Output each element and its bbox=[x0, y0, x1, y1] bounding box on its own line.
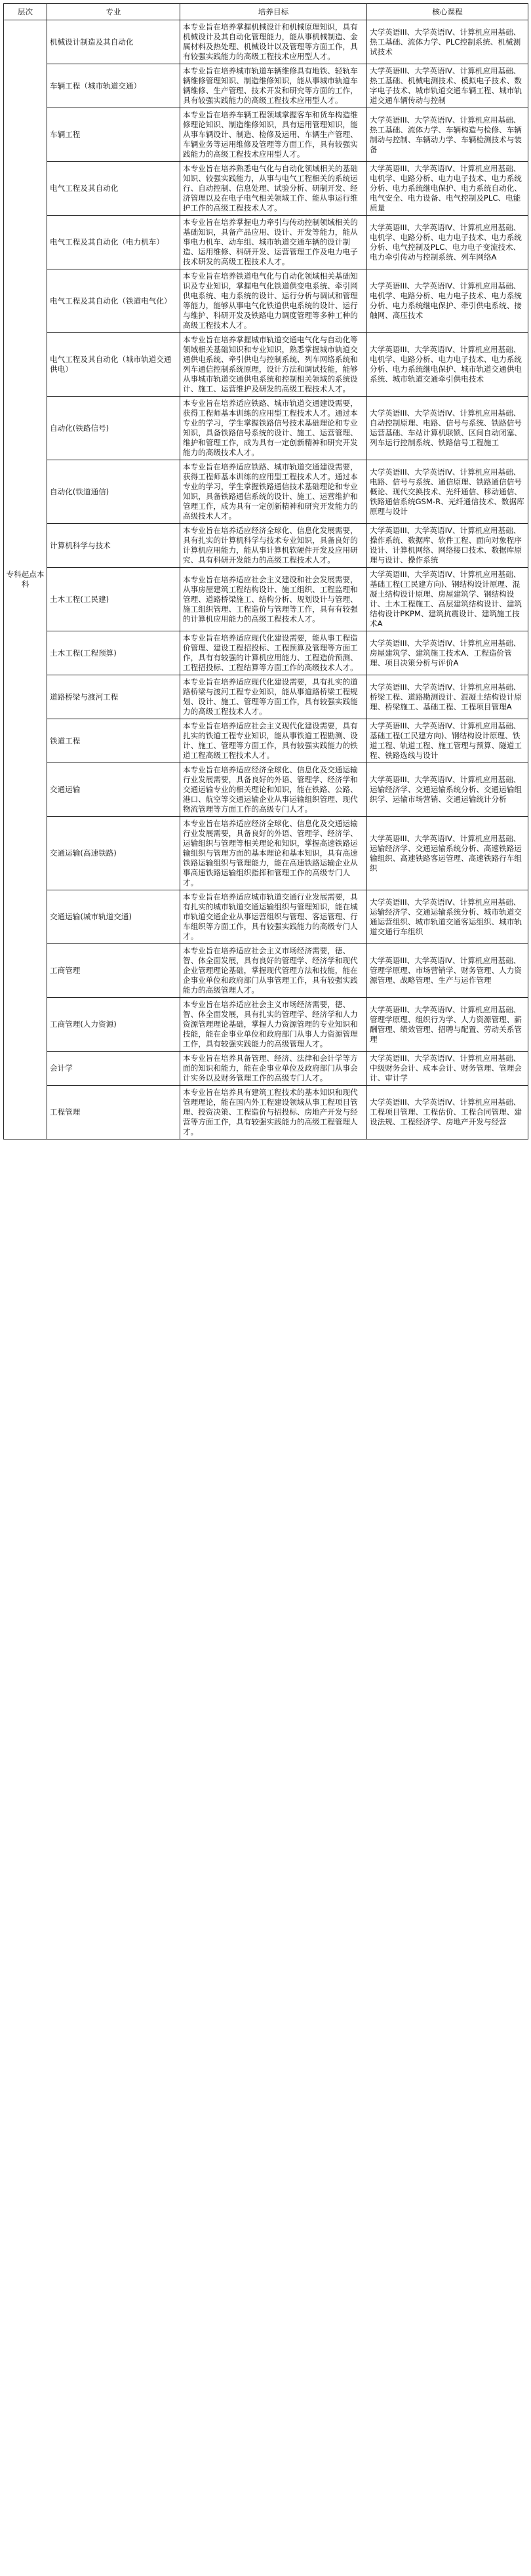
table-row bbox=[4, 64, 528, 108]
course-cell: 大学英语III、大学英语IV、计算机应用基础、运输经济学、交通运输系统分析、交通运输组织学、运输市场营销、交通运输统计分析 bbox=[367, 763, 528, 817]
major-cell: 自动化(铁路信号) bbox=[47, 397, 180, 460]
table-body bbox=[4, 20, 528, 1139]
major-cell: 会计学 bbox=[47, 1052, 180, 1086]
major-cell: 交通运输 bbox=[47, 763, 180, 817]
course-cell: 大学英语III、大学英语IV、计算机应用基础、管理学原理、市场营销学、财务管理、人力资源管理、战略管理、生产与运作管理 bbox=[367, 944, 528, 998]
major-cell: 电气工程及其自动化（铁道电气化） bbox=[47, 269, 180, 333]
goal-cell: 本专业旨在培养适应社会主义建设和社会发展需要，从事房屋建筑工程结构设计、施工组织、工程监理和管理、道路桥梁施工、结构分析、规划设计与管理、施工组织管理、工程造价与管理等工作，具有有较强的计算机应用能力的高级工程技术人才。 bbox=[180, 568, 367, 631]
table-row bbox=[4, 719, 528, 763]
course-cell: 大学英语III、大学英语IV、计算机应用基础、热工基础、流体力学、车辆构造与检修、车辆制动与控制、车辆动力学、车辆检测技术与装备 bbox=[367, 108, 528, 162]
major-cell: 机械设计制造及其自动化 bbox=[47, 20, 180, 64]
goal-cell: 本专业旨在培养熟悉电气化与自动化领域相关的基础知识、较强实践能力，从事与电气工程相关的系统运行、自动控制、信息处理、试验分析、研制开发、经济管理以及在电子电气相关领域工作、能从事运行维护工作的高级工程技术人才。 bbox=[180, 162, 367, 216]
table-header-row bbox=[4, 4, 528, 20]
goal-cell: 本专业旨在培养具备管理、经济、法律和会计学等方面的知识和能力，能在企事业单位及政府部门从事会计实务以及财务管理工作的高级专门人才。 bbox=[180, 1052, 367, 1086]
course-cell: 大学英语III、大学英语IV、计算机应用基础、房屋建筑学、建筑施工技术A、工程造价管理、项目决策分析与评价A bbox=[367, 631, 528, 675]
level-cell: 专科起点本科 bbox=[4, 20, 47, 1139]
course-cell: 大学英语III、大学英语IV、计算机应用基础、热工基础、流体力学、PLC控制系统、机械测试技术 bbox=[367, 20, 528, 64]
table-row bbox=[4, 1052, 528, 1086]
major-cell: 道路桥梁与渡河工程 bbox=[47, 675, 180, 719]
table-row bbox=[4, 998, 528, 1052]
table-row bbox=[4, 162, 528, 216]
table-row bbox=[4, 333, 528, 397]
header-level: 层次 bbox=[4, 4, 47, 20]
major-cell: 车辆工程（城市轨道交通） bbox=[47, 64, 180, 108]
course-cell: 大学英语III、大学英语IV、计算机应用基础、热工基础、机械电测技术、模拟电子技术、数字电子技术、城市轨道交通车辆工程、城市轨道交通车辆传动与控制 bbox=[367, 64, 528, 108]
goal-cell: 本专业旨在培养适应现代化建设需要，能从事工程造价管理、建设工程招投标、工程预算及管理等方面工作，具有有较强的计算机应用能力、工程造价预测、工程招投标、工程结算等方面工作的高级技术人才。 bbox=[180, 631, 367, 675]
course-cell: 大学英语III、大学英语IV、计算机应用基础、运输经济学、交通运输系统分析、城市轨道交通运营组织、城市轨道交通客运组织、城市轨道交通行车组织 bbox=[367, 890, 528, 944]
curriculum-table bbox=[3, 3, 528, 1139]
table-row bbox=[4, 890, 528, 944]
goal-cell: 本专业旨在培养适应城市轨道交通行业发展需要，具有扎实的城市轨道交通运输组织与管理知识，能在城市轨道交通企业从事运营组织与管理、客运管理、行车组织等方面工作，具有较强实践能力的高级专门人才。 bbox=[180, 890, 367, 944]
course-cell: 大学英语III、大学英语IV、计算机应用基础、基础工程(工民建方向)、钢结构设计原理、混凝土结构设计原理、房屋建筑学、钢结构设计、土木工程施工、高层建筑结构设计、建筑结构设计PKPM、建筑抗震设计、建筑施工技术A bbox=[367, 568, 528, 631]
header-goal: 培养目标 bbox=[180, 4, 367, 20]
course-cell: 大学英语III、大学英语IV、计算机应用基础、电机学、电路分析、电力电子技术、电力系统分析、电力系统继电保护、电力系统自动化、电气安全、电力设备、电气控制及PLC、电能质量 bbox=[367, 162, 528, 216]
page bbox=[3, 3, 528, 1139]
goal-cell: 本专业旨在培养适应社会主义市场经济需要，德、智、体全面发展，具有良好的管理学、经济学和现代企业管理理论基础，掌握现代管理方法和技能，能在企事业单位和政府部门从事管理工作，具有较强实践能力的高级管理人才。 bbox=[180, 944, 367, 998]
course-cell: 大学英语III、大学英语IV、计算机应用基础、中级财务会计、成本会计、财务管理、管理会计、审计学 bbox=[367, 1052, 528, 1086]
table-row bbox=[4, 675, 528, 719]
header-course: 核心课程 bbox=[367, 4, 528, 20]
course-cell: 大学英语III、大学英语IV、计算机应用基础、电路、信号与系统、通信原理、铁路通信信号概论、现代交换技术、光纤通信、移动通信、铁路通信系统GSM-R、光纤通信技术、数据库原理与设计 bbox=[367, 460, 528, 524]
course-cell: 大学英语III、大学英语IV、计算机应用基础、运输经济学、交通运输系统分析、高速铁路运输组织、高速铁路客运管理、高速铁路行车组织 bbox=[367, 817, 528, 890]
course-cell: 大学英语III、大学英语IV、计算机应用基础、桥梁工程、道路勘测设计、混凝土结构设计原理、桥梁施工、基础工程、工程项目管理A bbox=[367, 675, 528, 719]
major-cell: 土木工程(工民建) bbox=[47, 568, 180, 631]
course-cell: 大学英语III、大学英语IV、计算机应用基础、操作系统、数据库、软件工程、面向对象程序设计、计算机网络、网络接口技术、数据库原理与设计、操作系统 bbox=[367, 524, 528, 568]
table-row bbox=[4, 817, 528, 890]
table-row bbox=[4, 944, 528, 998]
table-row bbox=[4, 568, 528, 631]
header-major: 专业 bbox=[47, 4, 180, 20]
goal-cell: 本专业旨在培养适应社会主义市场经济需要，德、智、体全面发展，具有扎实的管理学、经济学和人力资源管理理论基础，掌握人力资源管理的专业知识和技能，能在企事业单位和政府部门从事人力资源管理工作，具有较强实践能力的高级管理人才。 bbox=[180, 998, 367, 1052]
table-row bbox=[4, 1086, 528, 1139]
goal-cell: 本专业旨在培养适应社会主义现代化建设需要，具有扎实的铁道工程专业知识，能从事铁道工程勘测、设计、施工、管理等方面工作，具有较强实践能力的铁道工程高级工程技术人才。 bbox=[180, 719, 367, 763]
goal-cell: 本专业旨在培养铁道电气化与自动化领域相关基础知识及专业知识，掌握电气化铁道供变电系统、牵引网供电系统、电力系统的设计、运行分析与调试和管理等能力，能够从事电气化铁道供电系统的设计、运行与维护、科研开发及铁路电力调度管理等多种工种的高级工程技术人才。 bbox=[180, 269, 367, 333]
goal-cell: 本专业旨在培养掌握城市轨道交通电气化与自动化等领域相关基础知识和专业知识，熟悉掌握城市轨道交通供电系统、牵引供电与控制系统、列车网络系统和列车通信控制系统原理，设计方法和调试技能，能够从事城市轨道交通供电系统和控制相关领域的系统设计、施工、运营维护及研发的高级工程技术人才。 bbox=[180, 333, 367, 397]
goal-cell: 本专业旨在培养掌握电力牵引与传动控制领域相关的基础知识，具备产品应用、设计、开发等能力，能从事电力机车、动车组、城市轨道交通车辆的设计制造、运用维修、科研开发、运营管理工作及电力电子技术研发的高级工程技术人才。 bbox=[180, 216, 367, 269]
table-row bbox=[4, 631, 528, 675]
course-cell: 大学英语III、大学英语IV、计算机应用基础、管理学原理、组织行为学、人力资源管理、薪酬管理、绩效管理、招聘与配置、劳动关系管理 bbox=[367, 998, 528, 1052]
major-cell: 工商管理(人力资源) bbox=[47, 998, 180, 1052]
course-cell: 大学英语III、大学英语IV、计算机应用基础、自动控制原理、电路、信号与系统、铁路信号运营基础、车站计算机联锁、区间自动闭塞、列车运行控制系统、铁路信号工程施工 bbox=[367, 397, 528, 460]
goal-cell: 本专业旨在培养适应铁路、城市轨道交通建设需要，获得工程师基本训练的应用型工程技术人才。通过本专业的学习，学生掌握铁路信号技术基础理论和专业知识，具备铁路信号系统的设计、施工、运营管理、维护和管理工作，成为具有一定创新精神和研究开发能力的高级技术人才。 bbox=[180, 397, 367, 460]
table-row bbox=[4, 108, 528, 162]
table-row bbox=[4, 460, 528, 524]
course-cell: 大学英语III、大学英语IV、计算机应用基础、基础工程(工民建方向)、钢结构设计原理、铁道工程、轨道工程、施工管理与预算、隧道工程、铁路选线与设计 bbox=[367, 719, 528, 763]
goal-cell: 本专业旨在培养适应铁路、城市轨道交通建设需要，获得工程师基本训练的应用型工程技术人才。通过本专业的学习，学生掌握铁路通信技术基础理论和专业知识，具备铁路通信系统的设计、施工、运营维护和管理工作，成为具有一定创新精神和研究开发能力的高级技术人才。 bbox=[180, 460, 367, 524]
major-cell: 交通运输(高速铁路) bbox=[47, 817, 180, 890]
table-row bbox=[4, 269, 528, 333]
goal-cell: 本专业旨在培养适应经济全球化、信息化及交通运输行业发展需要，具备良好的外语、管理学、经济学和交通运输专业的相关理论和知识，能在铁路、公路、港口、航空等交通运输企业从事运输组织管理、现代物流管理等方面工作的高级专门人才。 bbox=[180, 763, 367, 817]
course-cell: 大学英语III、大学英语IV、计算机应用基础、电机学、电路分析、电力电子技术、电力系统分析、电气控制及PLC、电力电子变流技术、电力牵引传动与控制系统、列车网络A bbox=[367, 216, 528, 269]
goal-cell: 本专业旨在培养车辆工程领域掌握客车和货车构造维修理论知识、制造维修知识，具有运用管理知识，能从事车辆设计、制造、检修及运用、车辆生产管理、车辆业务等运用维修及管理等方面工作，具有较强实践能力的高级工程技术应用型人才。 bbox=[180, 108, 367, 162]
major-cell: 工商管理 bbox=[47, 944, 180, 998]
major-cell: 土木工程(工程预算) bbox=[47, 631, 180, 675]
major-cell: 电气工程及其自动化（城市轨道交通供电） bbox=[47, 333, 180, 397]
goal-cell: 本专业旨在培养城市轨道车辆维修具有地铁、轻轨车辆维修管理知识、制造维修知识，能从事城市轨道车辆维修、生产管理、技术开发和研究等方面的工作，具有较强实践能力的高级工程技术应用型人才。 bbox=[180, 64, 367, 108]
major-cell: 交通运输(城市轨道交通) bbox=[47, 890, 180, 944]
course-cell: 大学英语III、大学英语IV、计算机应用基础、工程项目管理、工程估价、工程合同管理、建设法规、工程经济学、房地产开发与经营 bbox=[367, 1086, 528, 1139]
table-row bbox=[4, 216, 528, 269]
course-cell: 大学英语III、大学英语IV、计算机应用基础、电机学、电路分析、电力电子技术、电力系统分析、电力系统继电保护、城市轨道交通供电系统、城市轨道交通牵引供电技术 bbox=[367, 333, 528, 397]
major-cell: 工程管理 bbox=[47, 1086, 180, 1139]
major-cell: 铁道工程 bbox=[47, 719, 180, 763]
goal-cell: 本专业旨在培养适应现代化建设需要，具有扎实的道路桥梁与渡河工程专业知识，能从事道路桥梁工程规划、设计、施工、管理等方面工作，具有较强实践能力的高级工程技术人才。 bbox=[180, 675, 367, 719]
goal-cell: 本专业旨在培养具有建筑工程技术的基本知识和现代管理理论，能在国内外工程建设领域从事工程项目管理、投资决策、工程造价与招投标、房地产开发与经营等方面工作，具有较强实践能力的高级工程管理人才。 bbox=[180, 1086, 367, 1139]
major-cell: 电气工程及其自动化（电力机车） bbox=[47, 216, 180, 269]
table-row bbox=[4, 397, 528, 460]
table-row bbox=[4, 524, 528, 568]
table-row bbox=[4, 20, 528, 64]
table-row bbox=[4, 763, 528, 817]
goal-cell: 本专业旨在培养掌握机械设计和机械原理知识，具有机械设计及其自动化管理能力，能从事机械制造、金属材料及热处理、机械设计以及管理等方面工作，具有较强实践能力的高级工程技术应用型人才。 bbox=[180, 20, 367, 64]
major-cell: 自动化(铁道通信) bbox=[47, 460, 180, 524]
goal-cell: 本专业旨在培养适应经济全球化、信息化及交通运输行业发展需要，具备良好的外语、管理学、经济学、运输组织与管理等相关理论和知识，掌握高速铁路运输组织与管理方面的基本理论和基本知识，具有高速铁路运输组织与管理能力，能在高速铁路运输企业从事高速铁路运输组织指挥和管理工作的高级专门人才。 bbox=[180, 817, 367, 890]
major-cell: 电气工程及其自动化 bbox=[47, 162, 180, 216]
major-cell: 计算机科学与技术 bbox=[47, 524, 180, 568]
course-cell: 大学英语III、大学英语IV、计算机应用基础、电机学、电路分析、电力电子技术、电力系统分析、电力系统继电保护、牵引供电系统、接触网、高压技术 bbox=[367, 269, 528, 333]
major-cell: 车辆工程 bbox=[47, 108, 180, 162]
goal-cell: 本专业旨在培养适应经济全球化、信息化发展需要，具有扎实的计算机科学与技术专业知识，具备良好的计算机应用能力，能从事计算机软硬件开发及应用研究、具有科研开发能力的高级工程技术人才。 bbox=[180, 524, 367, 568]
